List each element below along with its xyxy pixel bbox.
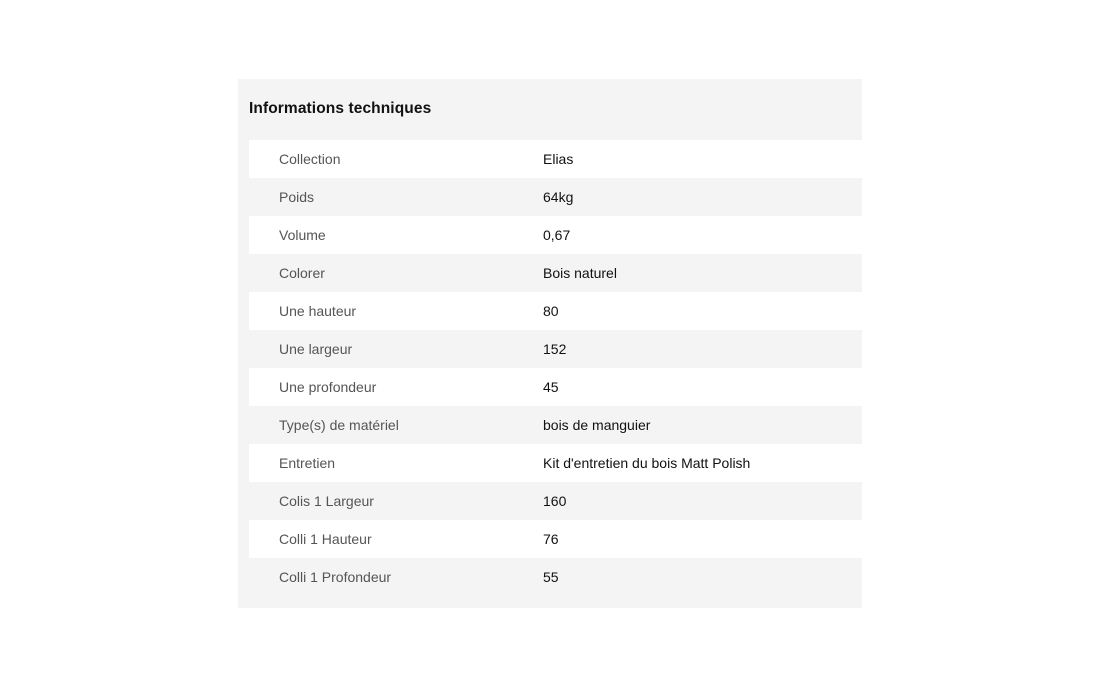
spec-label: Volume — [279, 227, 326, 243]
spec-value: 80 — [543, 303, 559, 319]
spec-row-volume — [249, 216, 862, 254]
spec-label: Une hauteur — [279, 303, 357, 319]
spec-row-collection — [249, 140, 862, 178]
spec-label: Colorer — [279, 265, 325, 281]
spec-row-materiel — [249, 406, 862, 444]
spec-value: 55 — [543, 569, 559, 585]
spec-value: 76 — [543, 531, 559, 547]
spec-value: 45 — [543, 379, 559, 395]
spec-label: Une largeur — [279, 341, 353, 357]
spec-row-hauteur — [249, 292, 862, 330]
spec-value: Elias — [543, 151, 574, 167]
spec-table — [249, 140, 862, 596]
technical-info-panel — [238, 79, 862, 608]
spec-label: Poids — [279, 189, 315, 205]
spec-value: bois de manguier — [543, 417, 651, 433]
spec-row-largeur — [249, 330, 862, 368]
spec-row-colli-profondeur — [249, 558, 862, 596]
spec-label: Collection — [279, 151, 341, 167]
section-title: Informations techniques — [249, 100, 432, 117]
spec-label: Colli 1 Profondeur — [279, 569, 392, 585]
spec-row-poids — [249, 178, 862, 216]
spec-row-colorer — [249, 254, 862, 292]
spec-label: Colli 1 Hauteur — [279, 531, 372, 547]
spec-row-profondeur — [249, 368, 862, 406]
spec-row-entretien — [249, 444, 862, 482]
spec-label: Une profondeur — [279, 379, 377, 395]
spec-label: Colis 1 Largeur — [279, 493, 374, 509]
spec-value: 152 — [543, 341, 567, 357]
spec-row-colli-hauteur — [249, 520, 862, 558]
spec-value: 0,67 — [543, 227, 571, 243]
spec-row-colis-largeur — [249, 482, 862, 520]
spec-value: Bois naturel — [543, 265, 617, 281]
spec-value: 64kg — [543, 189, 574, 205]
spec-value: 160 — [543, 493, 567, 509]
spec-label: Type(s) de matériel — [279, 417, 399, 433]
spec-value: Kit d'entretien du bois Matt Polish — [543, 455, 751, 471]
spec-label: Entretien — [279, 455, 336, 471]
